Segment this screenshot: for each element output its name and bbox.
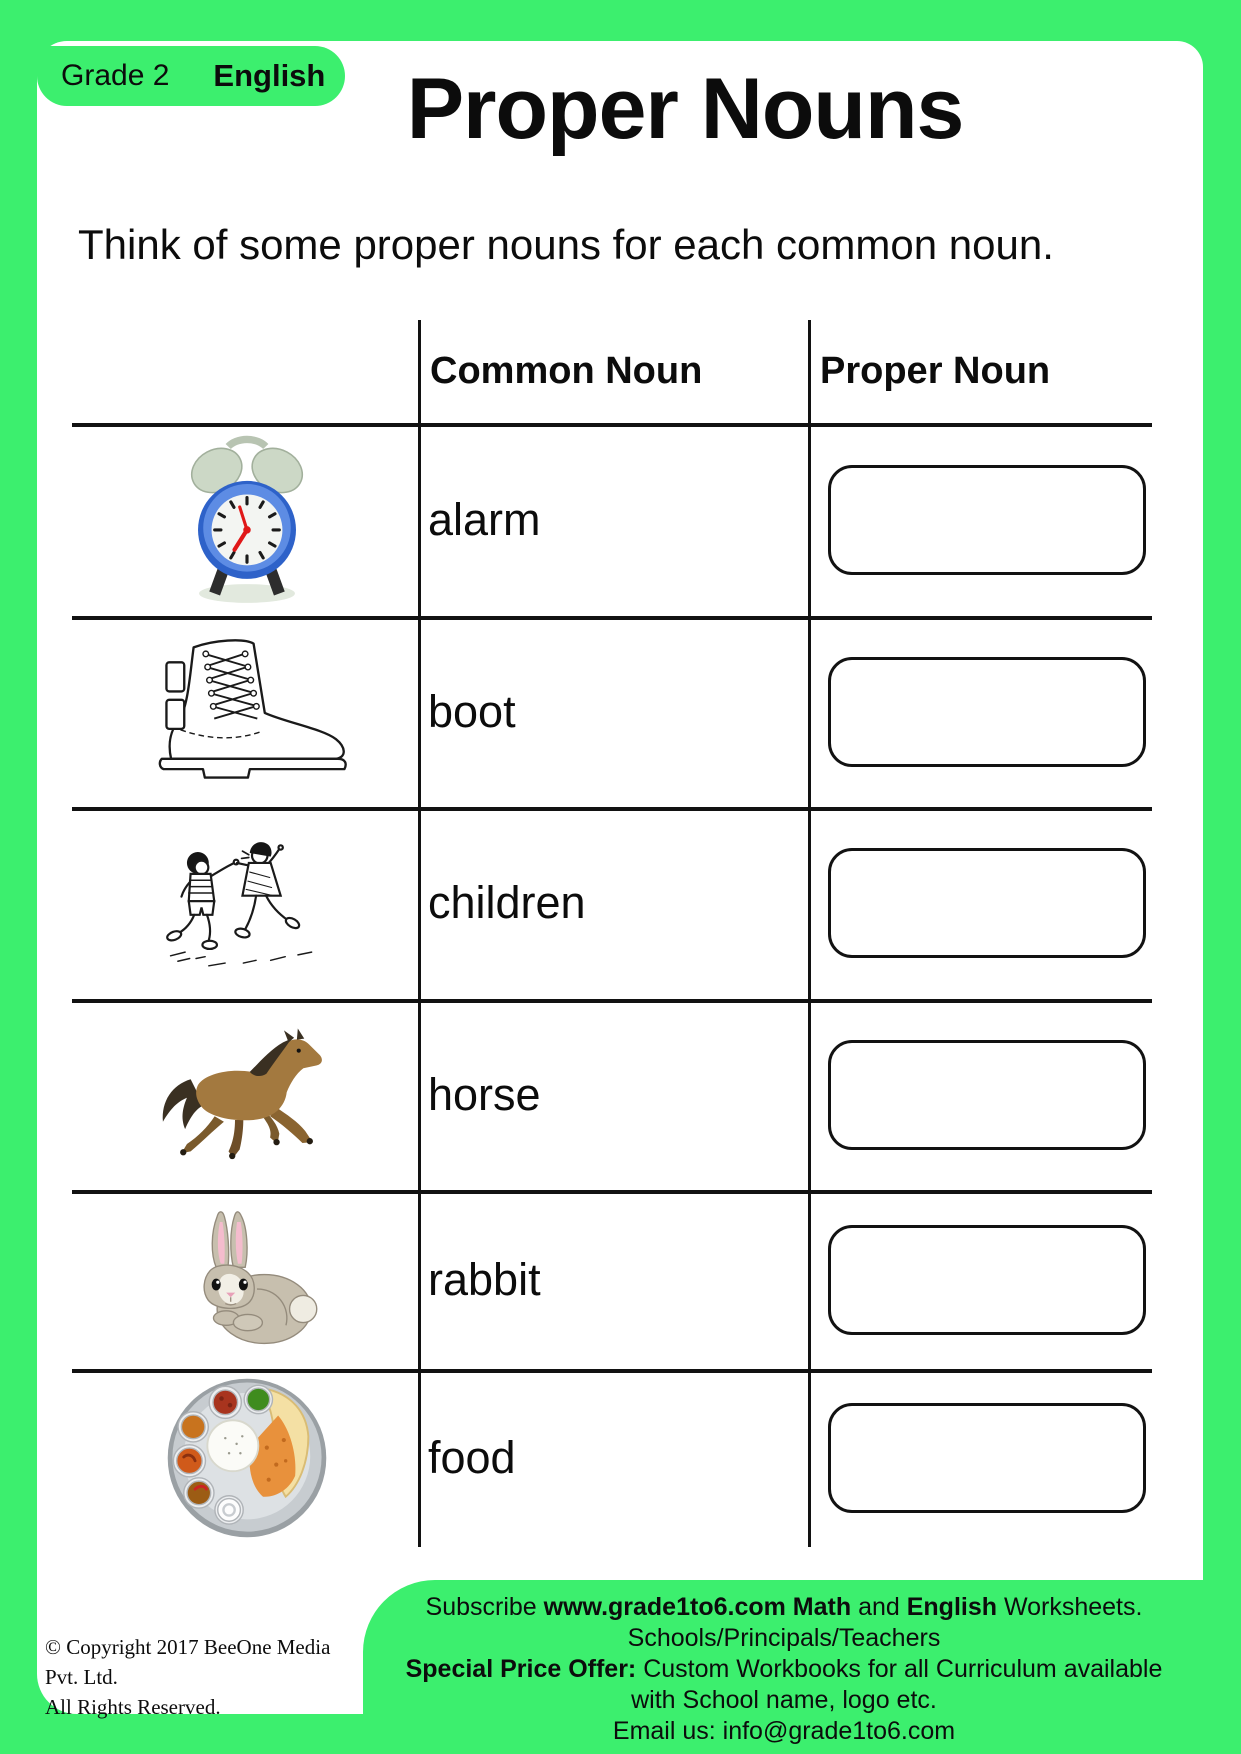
- row-image-cell: [75, 999, 418, 1190]
- proper-noun-answer-box[interactable]: [828, 657, 1146, 767]
- promo-line: [397, 1685, 1171, 1716]
- row-image-cell: [75, 1190, 418, 1369]
- promo-text-segment: www.grade1to6.com Math: [543, 1593, 852, 1621]
- common-noun-label: rabbit: [428, 1253, 541, 1305]
- table-column-divider-2: [808, 320, 811, 1547]
- promo-text-segment: Worksheets.: [997, 1593, 1143, 1621]
- thali-food-image: [157, 1374, 337, 1542]
- column-header-common-noun: Common Noun: [430, 350, 703, 392]
- rabbit-image: [170, 1206, 324, 1354]
- proper-noun-answer-box[interactable]: [828, 465, 1146, 575]
- table-column-divider-1: [418, 320, 421, 1547]
- page-title: Proper Nouns: [406, 61, 964, 157]
- promo-line: [397, 1592, 1171, 1623]
- promo-text-segment: with School name, logo etc.: [631, 1686, 937, 1714]
- common-noun-label: alarm: [428, 493, 541, 545]
- common-noun-label: children: [428, 877, 586, 928]
- promo-line: [397, 1654, 1171, 1685]
- row-image-cell: [75, 807, 418, 999]
- promo-line: [397, 1716, 1171, 1747]
- children-playing-image: [156, 827, 338, 979]
- common-noun-label: horse: [428, 1068, 541, 1120]
- instruction-text: Think of some proper nouns for each common noun.: [78, 221, 1054, 268]
- common-noun-label: boot: [428, 685, 516, 737]
- row-image-cell: [75, 423, 418, 616]
- horse-image: [150, 1025, 344, 1165]
- boot-image: [138, 638, 356, 786]
- row-image-cell: [75, 616, 418, 807]
- proper-noun-answer-box[interactable]: [828, 1225, 1146, 1335]
- promo-text-segment: Schools/Principals/Teachers: [627, 1624, 941, 1652]
- column-header-proper-noun: Proper Noun: [820, 350, 1051, 392]
- copyright-line1: © Copyright 2017 BeeOne Media Pvt. Ltd.: [45, 1635, 331, 1689]
- proper-noun-answer-box[interactable]: [828, 848, 1146, 958]
- footer-promo-panel: [363, 1580, 1241, 1754]
- promo-text-segment: Subscribe: [425, 1593, 544, 1621]
- promo-text-segment: Special Price Offer:: [405, 1655, 637, 1683]
- promo-text-segment: Email us: info@grade1to6.com: [612, 1717, 956, 1745]
- promo-text-segment: and: [851, 1593, 907, 1621]
- proper-noun-answer-box[interactable]: [828, 1403, 1146, 1513]
- row-image-cell: [75, 1369, 418, 1547]
- promo-text-segment: Custom Workbooks for all Curriculum available: [636, 1655, 1163, 1683]
- proper-noun-answer-box[interactable]: [828, 1040, 1146, 1150]
- subject-label: English: [213, 58, 326, 93]
- promo-line: [397, 1623, 1171, 1654]
- copyright-line2: All Rights Reserved.: [45, 1695, 221, 1719]
- common-noun-label: food: [428, 1432, 516, 1483]
- copyright-notice: [45, 1632, 345, 1722]
- grade-label: Grade 2: [61, 59, 170, 92]
- promo-text-segment: English: [906, 1593, 998, 1621]
- alarm-clock-image: [183, 434, 311, 606]
